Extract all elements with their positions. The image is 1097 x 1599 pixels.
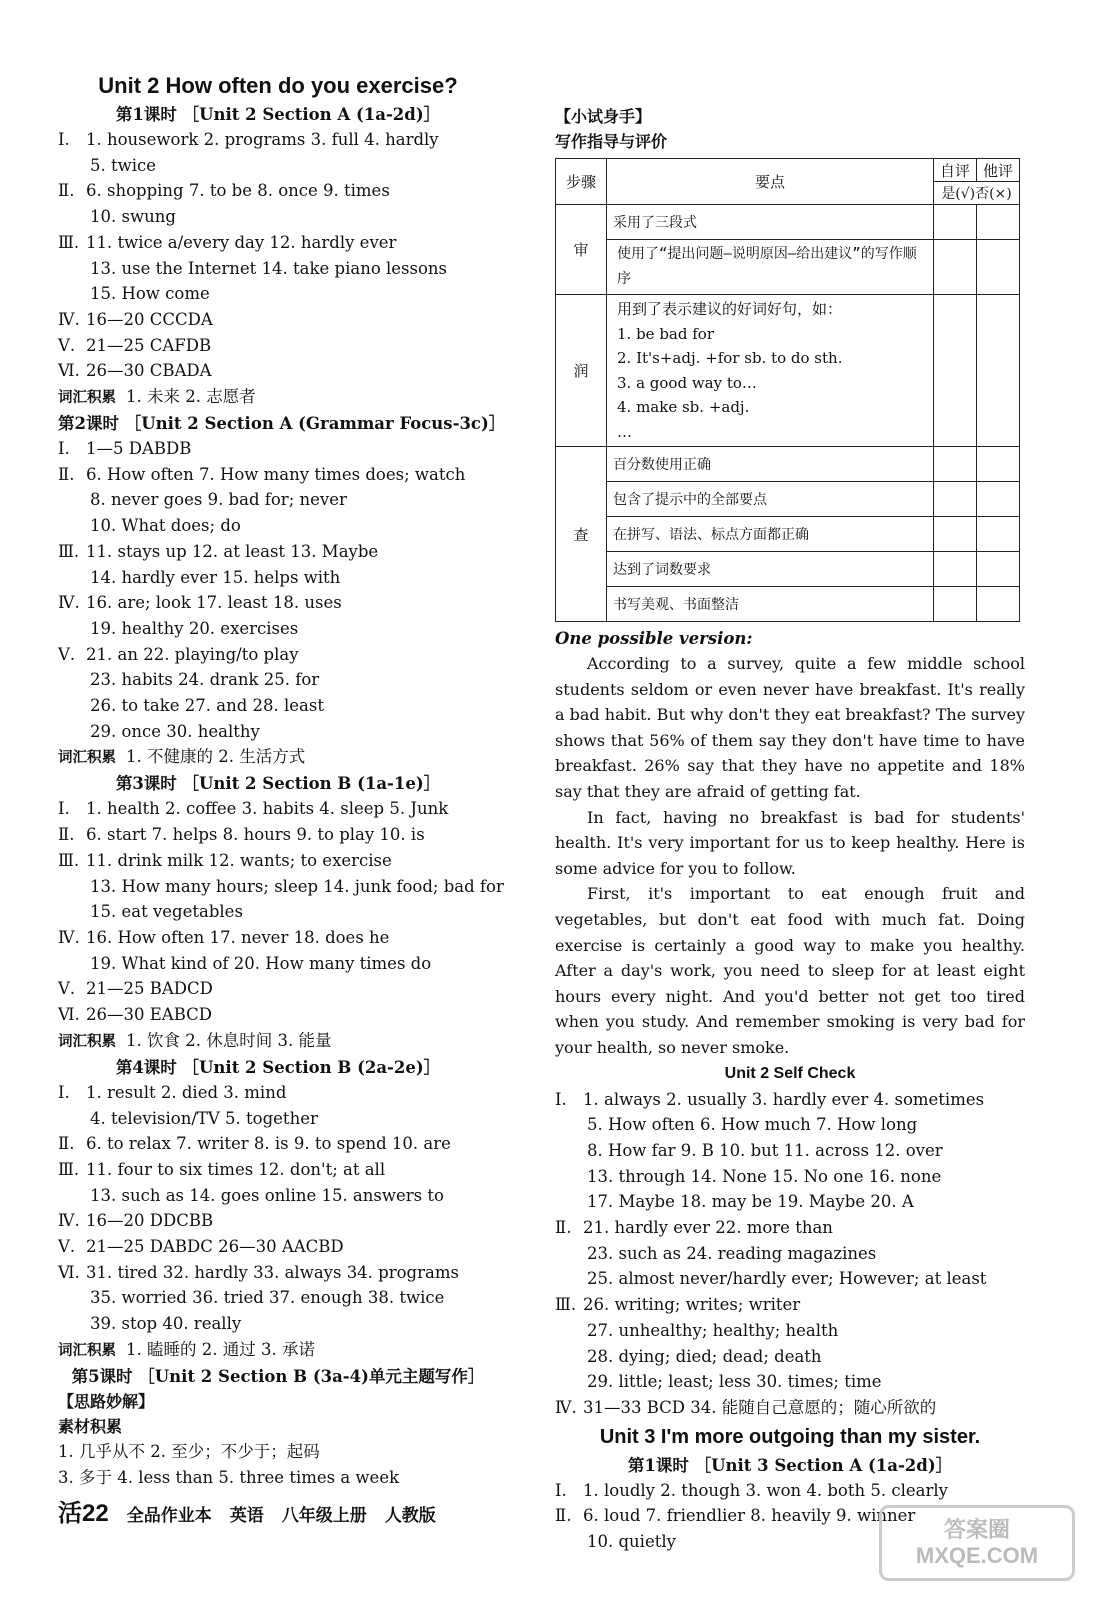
vocab-label: 词汇积累 [58, 389, 116, 407]
answer-row [555, 1318, 1025, 1344]
item-number: Ⅰ. [58, 130, 70, 149]
item-number [58, 1285, 86, 1311]
point-cell: 在拼写、语法、标点方面都正确 [607, 517, 934, 552]
answer-row [58, 565, 498, 591]
answer-text: 6. shopping 7. to be 8. once 9. times [86, 181, 390, 201]
answer-text: 26—30 EABCD [86, 1005, 212, 1025]
self-eval-cell[interactable] [934, 240, 977, 295]
answer-text: 31. tired 32. hardly 33. always 34. programs [86, 1262, 459, 1282]
item-number [555, 1164, 583, 1190]
peer-eval-cell[interactable] [977, 295, 1020, 447]
item-number: Ⅳ. [555, 1397, 577, 1417]
answer-text: 25. almost never/hardly ever; However; at least [587, 1269, 987, 1289]
answer-text: 27. unhealthy; healthy; health [587, 1320, 839, 1340]
item-number [58, 204, 86, 230]
step-cell: 审 [556, 205, 607, 295]
unit2-title: Unit 2 How often do you exercise? [98, 73, 458, 98]
answer-text: 10. quietly [587, 1532, 676, 1552]
answer-row [58, 1234, 498, 1260]
self-eval-cell[interactable] [934, 517, 977, 552]
table-row [556, 587, 1020, 622]
answer-row [58, 1183, 498, 1209]
item-number [555, 1241, 583, 1267]
answer-text: 16—20 CCCDA [86, 309, 213, 329]
item-number: Ⅲ. [58, 850, 80, 870]
item-number [555, 1369, 583, 1395]
answer-row [58, 153, 498, 179]
point-line: 用到了表示建议的好词好句，如： [617, 300, 843, 318]
answer-row [555, 1478, 1025, 1504]
answer-text: 6. loud 7. friendlier 8. heavily 9. winner [583, 1506, 916, 1526]
answer-row [555, 1112, 1025, 1138]
answer-text: 21—25 CAFDB [86, 335, 212, 355]
vocab-text: 1. 瞌睡的 2. 通过 3. 承诺 [126, 1339, 315, 1359]
answer-row [58, 976, 498, 1002]
self-check-title: Unit 2 Self Check [724, 1064, 856, 1082]
step-cell: 润 [556, 295, 607, 447]
essay-title: One possible version: [555, 629, 753, 648]
peer-eval-cell[interactable] [977, 552, 1020, 587]
unit3-lesson1-title: 第1课时 ［Unit 3 Section A (1a-2d)］ [627, 1455, 953, 1475]
answer-text: 10. What does; do [90, 516, 241, 536]
header-step: 步骤 [556, 159, 607, 205]
item-number [555, 1266, 583, 1292]
answer-text: 1. loudly 2. though 3. won 4. both 5. clearly [583, 1480, 948, 1500]
point-cell: 书写美观、书面整洁 [607, 587, 934, 622]
item-number [58, 874, 86, 900]
item-number: Ⅱ. [58, 825, 75, 845]
answer-row [58, 1157, 498, 1183]
answer-row [58, 1131, 498, 1157]
item-number: Ⅲ. [555, 1295, 577, 1315]
header-peer: 他评 [977, 159, 1020, 182]
grade: 八年级上册 [281, 1506, 367, 1526]
answer-text: 1—5 DABDB [86, 439, 192, 459]
answer-row [58, 281, 498, 307]
answer-text: 11. twice a/every day 12. hardly ever [86, 232, 397, 252]
answer-text: 17. Maybe 18. may be 19. Maybe 20. A [587, 1192, 914, 1212]
answer-row [58, 178, 498, 204]
header-yesno: 是(√)否(×) [934, 182, 1020, 205]
answer-row [58, 358, 498, 384]
essay-paragraph: According to a survey, quite a few middle school students seldom or even never have breakfast. It's really a bad habit. But why don't they eat breakfast? The survey shows that 56% of them say they don't have time to have breakfast. 26% say that they have no appetite and 18% say that they are afraid of getting fat. [555, 654, 1025, 801]
point-line: 1. be bad for [617, 324, 714, 343]
guide-label: 写作指导与评价 [555, 132, 668, 151]
item-number: Ⅵ. [58, 1005, 80, 1025]
answer-text: 19. healthy 20. exercises [90, 618, 299, 638]
right-column [555, 104, 1025, 1555]
item-number [58, 1311, 86, 1337]
item-number [58, 1106, 86, 1132]
lesson4-answers [58, 1080, 498, 1337]
answer-row [58, 951, 498, 977]
item-number: Ⅰ. [58, 799, 70, 819]
vocab-text: 1. 饮食 2. 休息时间 3. 能量 [126, 1030, 332, 1050]
answer-row [555, 1215, 1025, 1241]
item-number: Ⅴ. [58, 335, 76, 355]
answer-text: 28. dying; died; dead; death [587, 1346, 822, 1366]
self-eval-cell[interactable] [934, 447, 977, 482]
answer-text: 1. housework 2. programs 3. full 4. hardly [86, 130, 439, 149]
answer-row [58, 1208, 498, 1234]
item-number: Ⅰ. [555, 1089, 567, 1109]
material-line: 3. 多于 4. less than 5. three times a week [58, 1467, 400, 1487]
self-eval-cell[interactable] [934, 482, 977, 517]
answer-row [555, 1395, 1025, 1421]
answer-row [58, 256, 498, 282]
answer-text: 11. drink milk 12. wants; to exercise [86, 850, 392, 870]
answer-text: 21—25 DABDC 26—30 AACBD [86, 1237, 344, 1257]
item-number [58, 256, 86, 282]
lesson1-vocab [58, 384, 498, 411]
item-number [555, 1529, 583, 1555]
answer-row [555, 1266, 1025, 1292]
point-cell: 百分数使用正确 [607, 447, 934, 482]
item-number [58, 667, 86, 693]
book-name: 全品作业本 [126, 1506, 212, 1526]
watermark-logo [879, 1505, 1075, 1581]
point-cell: 达到了词数要求 [607, 552, 934, 587]
left-column [58, 70, 506, 1490]
item-number [58, 951, 86, 977]
answer-row [58, 874, 504, 900]
answer-row [58, 925, 498, 951]
item-number [555, 1344, 583, 1370]
point-line: 3. a good way to… [617, 373, 757, 392]
answer-row [58, 204, 498, 230]
lesson4-title: 第4课时 ［Unit 2 Section B (2a-2e)］ [115, 1057, 441, 1077]
answer-text: 13. such as 14. goes online 15. answers to [90, 1185, 444, 1205]
item-number [555, 1189, 583, 1215]
item-number [58, 693, 86, 719]
point-cell: 采用了三段式 [607, 205, 934, 240]
answer-row [58, 436, 498, 462]
answer-row [58, 822, 498, 848]
answer-row [58, 899, 498, 925]
answer-row [58, 667, 498, 693]
answer-row [58, 1260, 498, 1286]
answer-text: 21—25 BADCD [86, 979, 213, 999]
item-number: Ⅰ. [555, 1480, 567, 1500]
peer-eval-cell[interactable] [977, 240, 1020, 295]
answer-text: 13. How many hours; sleep 14. junk food; bad for [90, 876, 504, 896]
point-cell: 包含了提示中的全部要点 [607, 482, 934, 517]
item-number: Ⅳ. [58, 593, 80, 613]
answer-row [58, 462, 498, 488]
peer-eval-cell[interactable] [977, 587, 1020, 622]
self-eval-cell[interactable] [934, 587, 977, 622]
answer-row [58, 693, 498, 719]
answer-row [58, 1002, 498, 1028]
vocab-text: 1. 不健康的 2. 生活方式 [126, 747, 306, 767]
answer-row [58, 1285, 498, 1311]
answer-text: 21. an 22. playing/to play [86, 644, 299, 664]
answer-row [58, 127, 498, 153]
answer-text: 13. use the Internet 14. take piano lessons [90, 258, 447, 278]
self-eval-cell[interactable] [934, 295, 977, 447]
watermark-line1: 答案圈 [943, 1517, 1010, 1542]
table-row [556, 482, 1020, 517]
item-number: Ⅱ. [58, 1134, 75, 1154]
self-check-answers [555, 1087, 1025, 1421]
subject: 英语 [229, 1506, 264, 1526]
answer-row [58, 333, 498, 359]
edition: 人教版 [384, 1506, 436, 1526]
answer-text: 15. eat vegetables [90, 902, 243, 922]
item-number: Ⅳ. [58, 309, 80, 329]
item-number [58, 487, 86, 513]
lesson1-answers [58, 127, 498, 384]
item-number: Ⅰ. [58, 1082, 70, 1102]
answer-text: 10. swung [90, 207, 176, 227]
table-row [556, 240, 1020, 295]
item-number: Ⅱ. [555, 1506, 572, 1526]
item-number: Ⅲ. [58, 232, 80, 252]
table-row [556, 517, 1020, 552]
answer-text: 16. How often 17. never 18. does he [86, 927, 390, 947]
item-number: Ⅵ. [58, 1262, 80, 1282]
item-number: Ⅱ. [58, 464, 75, 484]
answer-text: 26. to take 27. and 28. least [90, 696, 324, 716]
item-number [58, 281, 86, 307]
item-number: Ⅱ. [555, 1218, 572, 1238]
answer-text: 6. start 7. helps 8. hours 9. to play 10. is [86, 825, 425, 845]
peer-eval-cell[interactable] [977, 205, 1020, 240]
answer-text: 14. hardly ever 15. helps with [90, 567, 341, 587]
table-row [556, 295, 1020, 447]
answer-text: 1. result 2. died 3. mind [86, 1082, 287, 1102]
answer-text: 8. How far 9. B 10. but 11. across 12. over [587, 1140, 943, 1160]
answer-text: 8. never goes 9. bad for; never [90, 490, 347, 510]
header-points: 要点 [607, 159, 934, 205]
section-label: 【思路妙解】 [58, 1391, 155, 1411]
item-number [58, 899, 86, 925]
item-number [555, 1112, 583, 1138]
vocab-label: 词汇积累 [58, 1032, 116, 1050]
point-cell [607, 295, 934, 447]
self-eval-cell[interactable] [934, 205, 977, 240]
table-row [556, 205, 1020, 240]
answer-row [58, 487, 498, 513]
item-number: Ⅰ. [58, 439, 70, 459]
answer-text: 21. hardly ever 22. more than [583, 1218, 833, 1238]
answer-row [58, 1080, 498, 1106]
lesson3-vocab [58, 1028, 498, 1055]
vocab-text: 1. 未来 2. 志愿者 [126, 387, 256, 407]
table-row [556, 552, 1020, 587]
answer-text: 26—30 CBADA [86, 361, 212, 381]
watermark-line2: MXQE.COM [915, 1543, 1039, 1568]
answer-text: 4. television/TV 5. together [90, 1108, 318, 1128]
answer-text: 15. How come [90, 284, 210, 304]
item-number [58, 153, 86, 179]
item-number [58, 513, 86, 539]
answer-row [58, 1106, 498, 1132]
point-line: 4. make sb. +adj. [617, 398, 750, 416]
answer-text: 1. always 2. usually 3. hardly ever 4. sometimes [583, 1089, 985, 1109]
lesson3-answers [58, 796, 504, 1027]
page-number: 活22 [58, 1500, 109, 1527]
lesson5-title: 第5课时 ［Unit 2 Section B (3a-4)单元主题写作］ [71, 1366, 485, 1386]
answer-row [58, 848, 498, 874]
essay-paragraph: In fact, having no breakfast is bad for students' health. It's very important for us to keep healthy. Here is some advice for you to follow. [555, 807, 1025, 878]
material-line: 1. 几乎从不 2. 至少；不少于；起码 [58, 1441, 320, 1461]
item-number [58, 565, 86, 591]
answer-row [555, 1164, 1025, 1190]
item-number: Ⅱ. [58, 181, 75, 201]
answer-text: 26. writing; writes; writer [583, 1295, 801, 1315]
answer-row [555, 1292, 1025, 1318]
model-essay [555, 651, 1025, 1061]
page-footer [58, 1493, 436, 1528]
lesson2-answers [58, 436, 498, 744]
answer-text: 6. to relax 7. writer 8. is 9. to spend 10. are [86, 1134, 451, 1154]
answer-text: 23. habits 24. drank 25. for [90, 670, 320, 690]
answer-text: 16—20 DDCBB [86, 1211, 214, 1231]
table-row [556, 447, 1020, 482]
answer-row [555, 1344, 1025, 1370]
answer-text: 31—33 BCD 34. 能随自己意愿的；随心所欲的 [583, 1397, 937, 1417]
essay-paragraph: First, it's important to eat enough fruit and vegetables, but don't eat food with much fat. Doing exercise is certainly a good way to make you healthy. After a day's work, you need to sleep for at least eight hours every night. And you'd better not get too tired when you study. And remember smoking is very bad for your health, so never smoke. [555, 884, 1025, 1057]
item-number: Ⅵ. [58, 361, 80, 381]
point-cell: 使用了“提出问题—说明原因—给出建议”的写作顺序 [607, 240, 934, 295]
answer-row [555, 1241, 1025, 1267]
answer-text: 13. through 14. None 15. No one 16. none [587, 1166, 942, 1186]
header-self: 自评 [934, 159, 977, 182]
try-label: 【小试身手】 [555, 107, 652, 126]
item-number: Ⅳ. [58, 927, 80, 947]
answer-text: 35. worried 36. tried 37. enough 38. twice [90, 1288, 445, 1308]
answer-row [58, 539, 498, 565]
answer-row [58, 307, 498, 333]
item-number [555, 1138, 583, 1164]
item-number: Ⅴ. [58, 1237, 76, 1257]
point-line: 2. It's+adj. +for sb. to do sth. [617, 349, 843, 367]
answer-row [555, 1138, 1025, 1164]
item-number: Ⅴ. [58, 979, 76, 999]
item-number [555, 1318, 583, 1344]
answer-text: 11. stays up 12. at least 13. Maybe [86, 541, 379, 561]
item-number [58, 719, 86, 745]
answer-row [58, 590, 498, 616]
answer-text: 29. little; least; less 30. times; time [587, 1372, 882, 1392]
item-number [58, 1183, 86, 1209]
item-number: Ⅴ. [58, 644, 76, 664]
lesson2-title: 第2课时 ［Unit 2 Section A (Grammar Focus-3c)］ [58, 414, 506, 434]
answer-row [58, 616, 498, 642]
peer-eval-cell[interactable] [977, 482, 1020, 517]
peer-eval-cell[interactable] [977, 447, 1020, 482]
answer-text: 6. How often 7. How many times does; watch [86, 464, 466, 484]
vocab-label: 词汇积累 [58, 1341, 116, 1359]
answer-row [555, 1189, 1025, 1215]
answer-text: 1. health 2. coffee 3. habits 4. sleep 5. Junk [86, 799, 449, 819]
answer-text: 11. four to six times 12. don't; at all [86, 1159, 386, 1179]
lesson4-vocab [58, 1337, 498, 1364]
answer-row [58, 796, 498, 822]
item-number: Ⅲ. [58, 1159, 80, 1179]
answer-row [555, 1087, 1025, 1113]
answer-text: 5. How often 6. How much 7. How long [587, 1115, 918, 1135]
lesson1-title: 第1课时 ［Unit 2 Section A (1a-2d)］ [115, 105, 441, 124]
answer-row [58, 642, 498, 668]
answer-text: 23. such as 24. reading magazines [587, 1243, 877, 1263]
item-number: Ⅳ. [58, 1211, 80, 1231]
evaluation-table [555, 158, 1020, 622]
answer-row [58, 230, 498, 256]
peer-eval-cell[interactable] [977, 517, 1020, 552]
item-number [58, 616, 86, 642]
answer-text: 39. stop 40. really [90, 1314, 242, 1334]
unit3-title: Unit 3 I'm more outgoing than my sister. [599, 1425, 981, 1448]
answer-row [58, 513, 498, 539]
answer-text: 16. are; look 17. least 18. uses [86, 593, 342, 613]
self-eval-cell[interactable] [934, 552, 977, 587]
lesson3-title: 第3课时 ［Unit 2 Section B (1a-1e)］ [115, 774, 441, 794]
lesson2-vocab [58, 744, 498, 771]
vocab-label: 词汇积累 [58, 749, 116, 767]
answer-text: 29. once 30. healthy [90, 721, 260, 741]
answer-row [58, 1311, 498, 1337]
step-cell: 查 [556, 447, 607, 622]
point-line: … [617, 422, 632, 441]
item-number: Ⅲ. [58, 541, 80, 561]
answer-row [58, 719, 498, 745]
answer-text: 19. What kind of 20. How many times do [90, 953, 432, 973]
answer-text: 5. twice [90, 155, 157, 175]
material-label: 素材积累 [58, 1416, 123, 1436]
answer-row [555, 1369, 1025, 1395]
